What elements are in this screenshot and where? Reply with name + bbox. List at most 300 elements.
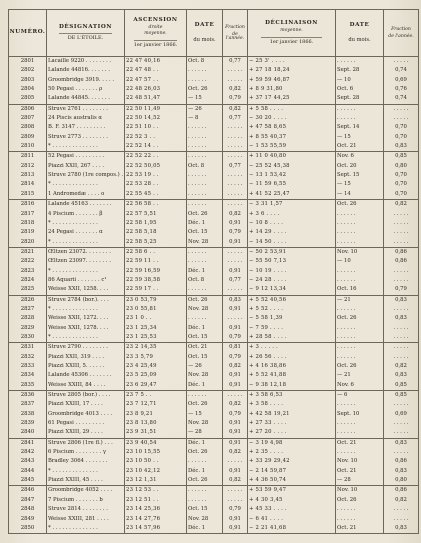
year-fraction-2-cell: . . . . . [384, 448, 419, 457]
header-date-2-sub: du mois. [348, 36, 371, 43]
declination-cell: − 50 2 53,91 [248, 247, 336, 257]
year-fraction-2-cell: . . . . . [384, 238, 419, 248]
table-row [9, 353, 419, 362]
year-fraction-cell: . . . . . [223, 171, 248, 180]
observation-date-cell: Oct. 15 [187, 353, 223, 362]
declination-cell: + 3 58 . . . . [248, 400, 336, 409]
right-ascension-cell: 22 47 40,16 [125, 57, 187, 67]
star-designation-cell: Struve 2780 (1re compos.) . [47, 171, 125, 180]
star-designation-cell: 61 Pegasi . . . . . . . . . [47, 419, 125, 428]
star-designation-cell: Weisse XXII, 1258. . . . [47, 285, 125, 295]
header-date-2-label: DATE [349, 22, 370, 29]
year-fraction-cell: . . . . . [223, 76, 248, 85]
table-row [9, 228, 419, 237]
year-fraction-2-cell: 0,70 [384, 133, 419, 142]
right-ascension-cell: 22 50 14,52 [125, 114, 187, 123]
observation-date-2-cell: Oct. 20 [336, 162, 384, 171]
header-fraction-2 [384, 10, 419, 57]
observation-date-2-cell: — 10 [336, 76, 384, 85]
table-row [9, 276, 419, 285]
table-row [9, 448, 419, 457]
year-fraction-2-cell: . . . . . [384, 228, 419, 237]
observation-date-cell: Oct. 8 [187, 162, 223, 171]
year-fraction-cell: . . . . . [223, 142, 248, 152]
observation-date-2-cell: . . . . . . [336, 238, 384, 248]
table-row [9, 76, 419, 85]
table-row [9, 247, 419, 257]
star-number-cell: 2818 [9, 219, 47, 228]
right-ascension-cell: 23 9 31,51 [125, 428, 187, 438]
year-fraction-2-cell: 0,86 [384, 257, 419, 266]
declination-cell: − 11 59 6,55 [248, 180, 336, 189]
observation-date-2-cell: . . . . . . [336, 515, 384, 524]
observation-date-cell: . . . . . . [187, 190, 223, 200]
observation-date-2-cell: Oct. 6 [336, 85, 384, 94]
right-ascension-cell: 22 48 51,47 [125, 94, 187, 104]
observation-date-2-cell: Nov. 10 [336, 486, 384, 496]
star-number-cell: 2830 [9, 333, 47, 343]
observation-date-cell: Nov. 28 [187, 238, 223, 248]
observation-date-2-cell: . . . . . . [336, 57, 384, 67]
star-number-cell: 2834 [9, 371, 47, 380]
declination-cell: + 3 58 6,53 [248, 391, 336, 401]
star-designation-cell: Weisse XXII, 1272. . . . [47, 314, 125, 323]
star-number-cell: 2808 [9, 123, 47, 132]
observation-date-2-cell: . . . . . . [336, 353, 384, 362]
header-ascension-sub2: moyenne. [144, 31, 167, 37]
declination-cell: − 3 31 1,57 [248, 200, 336, 210]
right-ascension-cell: 23 4 25,49 [125, 362, 187, 371]
table-row [9, 333, 419, 343]
star-number-cell: 2850 [9, 524, 47, 534]
observation-date-cell: — 15 [187, 94, 223, 104]
observation-date-cell: . . . . . . [187, 171, 223, 180]
observation-date-2-cell: Oct. 16 [336, 285, 384, 295]
observation-date-cell: . . . . . . [187, 123, 223, 132]
star-number-cell: 2817 [9, 210, 47, 219]
observation-date-2-cell: . . . . . . [336, 324, 384, 333]
right-ascension-cell: 22 59 11 . . [125, 257, 187, 266]
year-fraction-cell: . . . . . [223, 457, 248, 466]
table-row [9, 343, 419, 353]
observation-date-cell: Nov. 28 [187, 305, 223, 314]
star-designation-cell: Weisse XXII, 1278. . . . [47, 324, 125, 333]
right-ascension-cell: 22 58 6 . . [125, 247, 187, 257]
year-fraction-2-cell: 0,76 [384, 85, 419, 94]
year-fraction-cell: . . . . . [223, 314, 248, 323]
observation-date-2-cell: — 10 [336, 257, 384, 266]
star-designation-cell: 50 Pegasi . . . . . . . ρ [47, 85, 125, 94]
header-date [187, 10, 223, 57]
declination-cell: + 37 17 44,25 [248, 94, 336, 104]
year-fraction-2-cell: . . . . . [384, 324, 419, 333]
observation-date-2-cell: — 6 [336, 391, 384, 401]
observation-date-cell: Oct. 26 [187, 476, 223, 486]
observation-date-cell: — 26 [187, 362, 223, 371]
year-fraction-cell: 0,79 [223, 333, 248, 343]
year-fraction-cell: 0,91 [223, 238, 248, 248]
observation-date-2-cell: . . . . . . [336, 343, 384, 353]
observation-date-2-cell: Oct. 21 [336, 438, 384, 448]
declination-cell: + 5 58 . . . . [248, 104, 336, 114]
right-ascension-cell: 23 6 29,47 [125, 381, 187, 391]
header-fraction [223, 10, 248, 57]
year-fraction-2-cell: 0,70 [384, 180, 419, 189]
table-row [9, 391, 419, 401]
header-designation-sub: DE L'ÉTOILE. [67, 35, 104, 42]
year-fraction-cell: . . . . . [223, 180, 248, 189]
year-fraction-cell: 0,77 [223, 162, 248, 171]
observation-date-2-cell: — 21 [336, 371, 384, 380]
declination-cell: + 4 30 3,45 [248, 496, 336, 505]
observation-date-2-cell: — 15 [336, 133, 384, 142]
star-number-cell: 2816 [9, 200, 47, 210]
star-designation-cell: Struve 2784 (bor.). . . . [47, 295, 125, 305]
table-row [9, 190, 419, 200]
year-fraction-2-cell: . . . . . [384, 57, 419, 67]
star-designation-cell: 24 Piscis australis α [47, 114, 125, 123]
right-ascension-cell: 22 59 16,59 [125, 267, 187, 276]
year-fraction-cell: 0,77 [223, 57, 248, 67]
observation-date-cell: . . . . . . [187, 257, 223, 266]
right-ascension-cell: 22 57 5,51 [125, 210, 187, 219]
star-designation-cell: Struve 2773 . . . . . . . . [47, 133, 125, 142]
observation-date-cell: Déc. 1 [187, 267, 223, 276]
year-fraction-cell: 0,82 [223, 362, 248, 371]
declination-cell: − 2 21 41,68 [248, 524, 336, 534]
year-fraction-cell: . . . . . [223, 247, 248, 257]
observation-date-cell: Déc. 1 [187, 438, 223, 448]
year-fraction-cell: . . . . . [223, 123, 248, 132]
year-fraction-2-cell: 0,74 [384, 94, 419, 104]
year-fraction-2-cell: 0,83 [384, 467, 419, 476]
star-designation-cell: * . . . . . . . . . . . . . . [47, 467, 125, 476]
declination-cell: + 5 52 41,88 [248, 371, 336, 380]
header-date-sub: du mois. [193, 36, 216, 43]
declination-cell: + 11 0 40,80 [248, 152, 336, 162]
year-fraction-2-cell: 0,83 [384, 295, 419, 305]
year-fraction-cell: . . . . . [223, 152, 248, 162]
year-fraction-2-cell: . . . . . [384, 400, 419, 409]
star-designation-cell: Bradley 3064 . . . . . . . [47, 457, 125, 466]
table-row [9, 114, 419, 123]
year-fraction-cell: 0,91 [223, 267, 248, 276]
table-row [9, 180, 419, 189]
header-numero [9, 10, 47, 57]
header-fraction-2-label: Fraction [391, 27, 411, 33]
star-designation-cell: Struve 2805 (bor.) . . . . [47, 391, 125, 401]
year-fraction-cell: 0,82 [223, 85, 248, 94]
table-row [9, 410, 419, 419]
table-row [9, 314, 419, 323]
right-ascension-cell: 22 47 48 . . [125, 66, 187, 75]
declination-cell: − 9 12 13,34 [248, 285, 336, 295]
declination-cell: + 2 35 . . . . [248, 448, 336, 457]
year-fraction-cell: 0,83 [223, 295, 248, 305]
right-ascension-cell: 23 7 5 . . [125, 391, 187, 401]
year-fraction-2-cell: 0,83 [384, 314, 419, 323]
declination-cell: − 5 58 1,39 [248, 314, 336, 323]
year-fraction-cell: . . . . . [223, 496, 248, 505]
star-number-cell: 2811 [9, 152, 47, 162]
declination-cell: + 4 16 38,86 [248, 362, 336, 371]
observation-date-2-cell: . . . . . . [336, 400, 384, 409]
year-fraction-cell: 0,81 [223, 343, 248, 353]
declination-cell: − 6 41 . . . . [248, 515, 336, 524]
declination-cell: + 45 33 . . . . [248, 505, 336, 514]
year-fraction-cell: 0,79 [223, 94, 248, 104]
star-designation-cell: Struve 2761 . . . . . . . . [47, 104, 125, 114]
observation-date-cell: Oct. 26 [187, 400, 223, 409]
year-fraction-cell: . . . . . [223, 285, 248, 295]
right-ascension-cell: 22 59 38,58 [125, 276, 187, 285]
year-fraction-cell: . . . . . [223, 257, 248, 266]
observation-date-2-cell: Nov. 10 [336, 247, 384, 257]
header-ascension-sub1: droite [148, 24, 163, 30]
right-ascension-cell: 23 2 14,35 [125, 343, 187, 353]
year-fraction-2-cell: 0,69 [384, 76, 419, 85]
table-row [9, 428, 419, 438]
year-fraction-2-cell: . . . . . [384, 305, 419, 314]
observation-date-cell: — 15 [187, 410, 223, 419]
declination-cell: − 9 38 12,18 [248, 381, 336, 391]
right-ascension-cell: 23 3 5,79 [125, 353, 187, 362]
table-row [9, 467, 419, 476]
table-row [9, 85, 419, 94]
right-ascension-cell: 23 1 0 . . [125, 314, 187, 323]
star-designation-cell: * . . . . . . . . . . . . . . [47, 333, 125, 343]
star-designation-cell: Groombridge 4052 . . . . [47, 486, 125, 496]
star-designation-cell: * . . . . . . . . . . . . . . [47, 219, 125, 228]
right-ascension-cell: 23 10 50 . . [125, 457, 187, 466]
star-number-cell: 2823 [9, 267, 47, 276]
declination-cell: − 25 3' . . . . [248, 57, 336, 67]
right-ascension-cell: 23 14 57,96 [125, 524, 187, 534]
star-number-cell: 2807 [9, 114, 47, 123]
star-designation-cell: * . . . . . . . . . . . . . . [47, 142, 125, 152]
table-row [9, 305, 419, 314]
star-number-cell: 2819 [9, 228, 47, 237]
declination-cell: − 25 52 45,38 [248, 162, 336, 171]
observation-date-cell: . . . . . . [187, 314, 223, 323]
right-ascension-cell: 22 51 10 . . [125, 123, 187, 132]
table-row [9, 152, 419, 162]
declination-cell: − 30 20 . . . . [248, 114, 336, 123]
right-ascension-cell: 23 12 53 . . [125, 486, 187, 496]
year-fraction-cell: 0,82 [223, 104, 248, 114]
observation-date-cell: Oct. 26 [187, 295, 223, 305]
observation-date-cell: Oct. 8 [187, 57, 223, 67]
observation-date-cell: Oct. 15 [187, 333, 223, 343]
right-ascension-cell: 22 53 19 . . [125, 171, 187, 180]
year-fraction-cell: 0,79 [223, 505, 248, 514]
year-fraction-cell: 0,91 [223, 467, 248, 476]
year-fraction-cell: . . . . . [223, 391, 248, 401]
declination-cell: − 10 8 . . . . [248, 219, 336, 228]
star-designation-cell: Piazzi XXIII, 5. . . . . . [47, 362, 125, 371]
table-row [9, 94, 419, 104]
year-fraction-cell: . . . . . [223, 190, 248, 200]
declination-cell: − 24 28 . . . . [248, 276, 336, 285]
star-number-cell: 2836 [9, 391, 47, 401]
year-fraction-2-cell: 0,82 [384, 362, 419, 371]
year-fraction-2-cell: 0,82 [384, 496, 419, 505]
observation-date-cell: — 26 [187, 104, 223, 114]
declination-cell: + 5 52 40,56 [248, 295, 336, 305]
star-number-cell: 2848 [9, 505, 47, 514]
observation-date-2-cell: Sept. 15 [336, 171, 384, 180]
year-fraction-cell: . . . . . [223, 200, 248, 210]
observation-date-2-cell: . . . . . . [336, 505, 384, 514]
star-number-cell: 2846 [9, 486, 47, 496]
right-ascension-cell: 23 1 25,53 [125, 333, 187, 343]
observation-date-2-cell: . . . . . . [336, 276, 384, 285]
table-row [9, 257, 419, 266]
table-row [9, 267, 419, 276]
table-row [9, 66, 419, 75]
star-number-cell: 2820 [9, 238, 47, 248]
year-fraction-2-cell: . . . . . [384, 343, 419, 353]
observation-date-2-cell: . . . . . . [336, 448, 384, 457]
observation-date-cell: Nov. 28 [187, 419, 223, 428]
table-row [9, 285, 419, 295]
star-designation-cell: Struve 2790 . . . . . . . . [47, 343, 125, 353]
year-fraction-2-cell: 0,85 [384, 391, 419, 401]
observation-date-2-cell: . . . . . . [336, 333, 384, 343]
year-fraction-cell: 0,82 [223, 448, 248, 457]
star-designation-cell: * . . . . . . . . . . . . . . [47, 305, 125, 314]
star-number-cell: 2833 [9, 362, 47, 371]
star-designation-cell: Piazzi XXIII, 29 . . . . [47, 428, 125, 438]
header-date-2 [336, 10, 384, 57]
right-ascension-cell: 22 58 1,95 [125, 219, 187, 228]
observation-date-cell: . . . . . . [187, 142, 223, 152]
year-fraction-cell: 0,91 [223, 371, 248, 380]
right-ascension-cell: 23 5 25,09 [125, 371, 187, 380]
header-numero-label: NUMÉRO. [9, 29, 46, 36]
header-ascension-label: ASCENSION [133, 17, 178, 24]
year-fraction-2-cell: 0,85 [384, 381, 419, 391]
year-fraction-cell: 0,91 [223, 428, 248, 438]
table-row [9, 524, 419, 534]
year-fraction-cell: 0,77 [223, 114, 248, 123]
declination-cell: + 8 9 31,80 [248, 85, 336, 94]
star-designation-cell: Weisse XXIII, 281 . . . . [47, 515, 125, 524]
header-fraction-label: Fraction [225, 25, 245, 31]
star-designation-cell: 52 Pegasi . . . . . . . . . [47, 152, 125, 162]
observation-date-2-cell: Oct. 26 [336, 496, 384, 505]
declination-cell: + 8 55 40,37 [248, 133, 336, 142]
star-number-cell: 2838 [9, 410, 47, 419]
right-ascension-cell: 22 52 22 . . [125, 152, 187, 162]
year-fraction-2-cell: 0,83 [384, 524, 419, 534]
observation-date-cell: . . . . . . [187, 247, 223, 257]
star-designation-cell: Œltzen 23097. . . . . . . . [47, 257, 125, 266]
observation-date-cell: Nov. 28 [187, 371, 223, 380]
star-number-cell: 2822 [9, 257, 47, 266]
star-number-cell: 2825 [9, 285, 47, 295]
right-ascension-cell: 22 50 11,49 [125, 104, 187, 114]
star-designation-cell: Lacaille 9220 . . . . . . . . [47, 57, 125, 67]
observation-date-2-cell: Oct. 26 [336, 200, 384, 210]
table-row [9, 104, 419, 114]
declination-cell: + 5 52 . . . . [248, 305, 336, 314]
star-designation-cell: Groombridge 3919. . . . . [47, 76, 125, 85]
year-fraction-cell: 0,91 [223, 324, 248, 333]
year-fraction-2-cell: . . . . . [384, 515, 419, 524]
year-fraction-cell: 0,91 [223, 219, 248, 228]
observation-date-2-cell: Sept. 14 [336, 123, 384, 132]
declination-cell: + 41 52 25,47 [248, 190, 336, 200]
star-number-cell: 2805 [9, 94, 47, 104]
table-row [9, 362, 419, 371]
observation-date-cell: Oct. 8 [187, 276, 223, 285]
observation-date-cell: . . . . . . [187, 152, 223, 162]
table-row [9, 438, 419, 448]
right-ascension-cell: 23 14 27,76 [125, 515, 187, 524]
star-designation-cell: 7 Piscium . . . . . . . b [47, 496, 125, 505]
declination-cell: + 27 33 . . . . [248, 419, 336, 428]
table-row [9, 371, 419, 380]
declination-cell: − 55 50 7,13 [248, 257, 336, 266]
declination-cell: + 3 . . . . . [248, 343, 336, 353]
year-fraction-cell: 0,91 [223, 524, 248, 534]
star-designation-cell: * . . . . . . . . . . . . . . [47, 238, 125, 248]
year-fraction-2-cell: 0,79 [384, 285, 419, 295]
year-fraction-cell: 0,91 [223, 515, 248, 524]
right-ascension-cell: 23 12 1,31 [125, 476, 187, 486]
year-fraction-2-cell: . . . . . [384, 104, 419, 114]
observation-date-cell: . . . . . . [187, 200, 223, 210]
header-designation-label: DÉSIGNATION [58, 23, 113, 30]
year-fraction-2-cell: 0,86 [384, 457, 419, 466]
year-fraction-cell: 0,79 [223, 410, 248, 419]
header-declinaison-label: DÉCLINAISON [265, 20, 318, 27]
observation-date-cell: . . . . . . [187, 133, 223, 142]
year-fraction-2-cell: . . . . . [384, 219, 419, 228]
year-fraction-2-cell: . . . . . [384, 353, 419, 362]
star-number-cell: 2812 [9, 162, 47, 171]
star-designation-cell: Piazzi XXII, 319 . . . . [47, 353, 125, 362]
star-designation-cell: * . . . . . . . . . . . . . . [47, 180, 125, 189]
header-ascension [125, 10, 187, 57]
header-fraction-2-sub: de l'année. [388, 34, 414, 39]
star-designation-cell: Lalande 45163 . . . . . . . [47, 200, 125, 210]
right-ascension-cell: 22 52 50,05 [125, 162, 187, 171]
year-fraction-cell: 0,82 [223, 400, 248, 409]
right-ascension-cell: 23 8 13,80 [125, 419, 187, 428]
observation-date-2-cell: . . . . . . [336, 305, 384, 314]
year-fraction-cell: 0,91 [223, 419, 248, 428]
right-ascension-cell: 22 52 3 . . [125, 133, 187, 142]
table-row [9, 142, 419, 152]
star-designation-cell: 24 Pegasi . . . . . . . α [47, 228, 125, 237]
observation-date-cell: Oct. 26 [187, 448, 223, 457]
right-ascension-cell: 23 0 55,81 [125, 305, 187, 314]
observation-date-2-cell: Nov. 6 [336, 381, 384, 391]
star-designation-cell: * . . . . . . . . . . . . . . [47, 524, 125, 534]
year-fraction-2-cell: 0,74 [384, 66, 419, 75]
star-designation-cell: Lalande 44816. . . . . . . [47, 66, 125, 75]
observation-date-2-cell: Sept. 10 [336, 410, 384, 419]
observation-date-cell: . . . . . . [187, 457, 223, 466]
table-row [9, 219, 419, 228]
declination-cell: + 27 20 . . . . [248, 428, 336, 438]
declination-cell: + 42 58 19,21 [248, 410, 336, 419]
star-designation-cell: B. F. 3147 . . . . . . . . . [47, 123, 125, 132]
declination-cell: + 28 58 . . . . [248, 333, 336, 343]
year-fraction-2-cell: . . . . . [384, 419, 419, 428]
